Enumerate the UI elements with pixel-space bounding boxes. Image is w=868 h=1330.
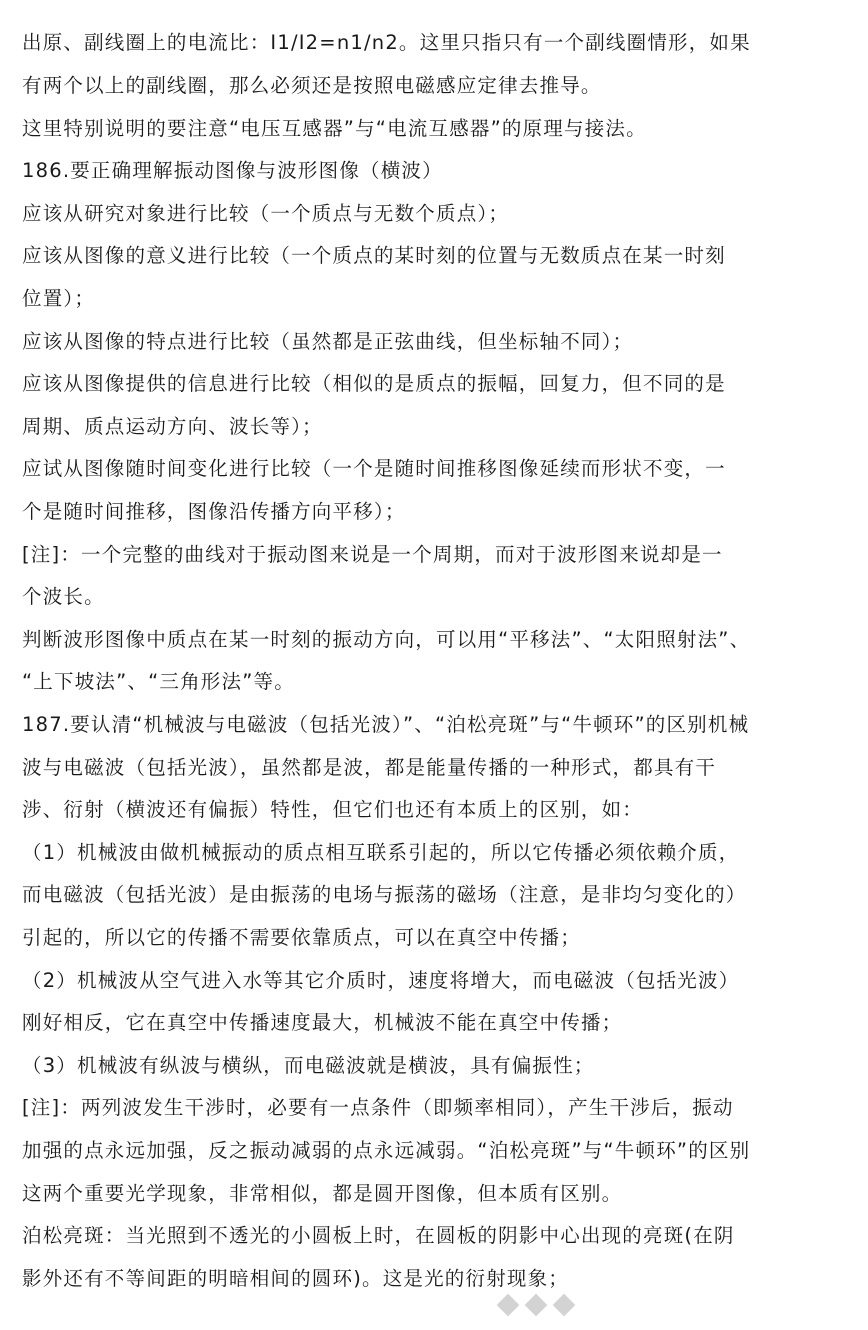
text-line: 应该从图像的意义进行比较（一个质点的某时刻的位置与无数质点在某一时刻: [22, 244, 726, 267]
text-line: 波与电磁波（包括光波），虽然都是波，都是能量传播的一种形式，都具有干: [22, 756, 717, 779]
text-line: 应试从图像随时间变化进行比较（一个是随时间推移图像延续而形状不变，一: [22, 457, 726, 480]
text-line: 引起的，所以它的传播不需要依靠质点，可以在真空中传播；: [22, 926, 581, 949]
text-line: 应该从图像提供的信息进行比较（相似的是质点的振幅，回复力，但不同的是: [22, 372, 726, 395]
section-heading: 186.要正确理解振动图像与波形图像（横波）: [22, 159, 443, 182]
text-line: 影外还有不等间距的明暗相间的圆环)。这是光的衍射现象；: [22, 1267, 570, 1290]
note-line: [注]：两列波发生干涉时，必要有一点条件（即频率相同），产生干涉后，振动: [22, 1096, 734, 1119]
text-line: 个是随时间推移，图像沿传播方向平移）；: [22, 500, 406, 523]
text-line: 这里特别说明的要注意“电压互感器”与“电流互感器”的原理与接法。: [22, 117, 647, 140]
text-line: 位置）；: [22, 287, 96, 310]
text-line: 刚好相反，它在真空中传播速度最大，机械波不能在真空中传播；: [22, 1011, 623, 1034]
text-line: 判断波形图像中质点在某一时刻的振动方向，可以用“平移法”、“太阳照射法”、: [22, 628, 751, 651]
text-line: 周期、质点运动方向、波长等）；: [22, 415, 323, 438]
note-line: [注]：一个完整的曲线对于振动图来说是一个周期，而对于波形图来说却是一: [22, 543, 723, 566]
text-line: “上下坡法”、“三角形法”等。: [22, 670, 295, 693]
section-heading: 187.要认清“机械波与电磁波（包括光波）”、“泊松亮斑”与“牛顿环”的区别机械: [22, 713, 750, 736]
watermark-dots: [480, 1275, 600, 1325]
text-line: 个波长。: [22, 585, 105, 608]
text-line: 应该从研究对象进行比较（一个质点与无数个质点）；: [22, 202, 510, 225]
list-item: （2）机械波从空气进入水等其它介质时，速度将增大，而电磁波（包括光波）: [22, 969, 740, 992]
text-line: 加强的点永远加强，反之振动减弱的点永远减弱。“泊松亮斑”与“牛顿环”的区别: [22, 1139, 751, 1162]
list-item: （1）机械波由做机械振动的质点相互联系引起的，所以它传播必须依赖介质，: [22, 841, 740, 864]
text-line: 应该从图像的特点进行比较（虽然都是正弦曲线，但坐标轴不同）；: [22, 330, 634, 353]
text-line: 这两个重要光学现象，非常相似，都是圆开图像，但本质有区别。: [22, 1182, 623, 1205]
text-line: 而电磁波（包括光波）是由振荡的电场与振荡的磁场（注意，是非均匀变化的）: [22, 883, 747, 906]
text-line: 出原、副线圈上的电流比：I1/I2=n1/n2。这里只指只有一个副线圈情形，如果: [22, 31, 751, 54]
list-item: （3）机械波有纵波与横纵，而电磁波就是横波，具有偏振性；: [22, 1054, 595, 1077]
text-line: 泊松亮斑：当光照到不透光的小圆板上时，在圆板的阴影中心出现的亮斑(在阴: [22, 1224, 735, 1247]
text-line: 涉、衍射（横波还有偏振）特性，但它们也还有本质上的区别，如：: [22, 798, 644, 821]
text-line: 有两个以上的副线圈，那么必须还是按照电磁感应定律去推导。: [22, 74, 602, 97]
